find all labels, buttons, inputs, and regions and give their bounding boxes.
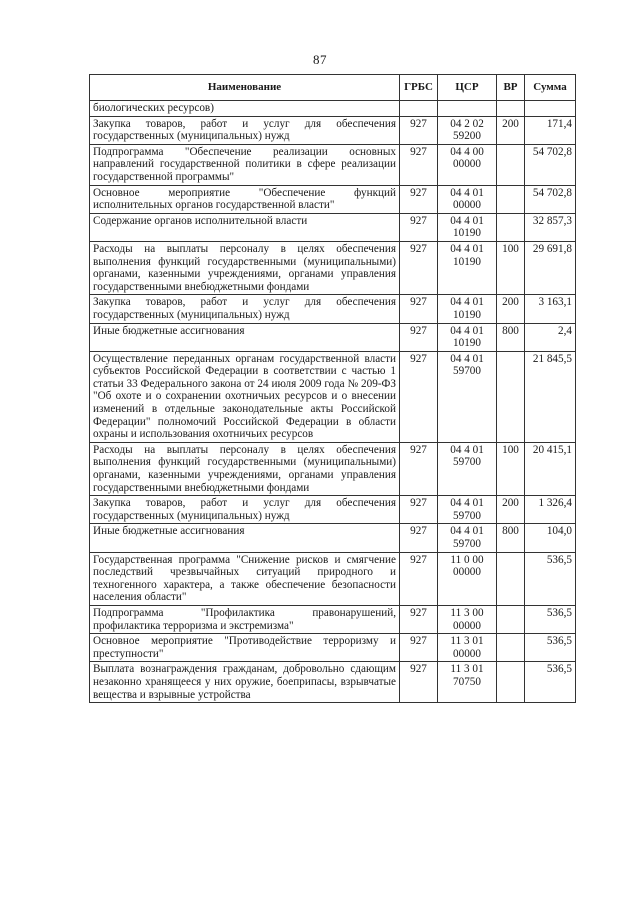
cell-grbs: 927: [400, 662, 438, 703]
cell-grbs: 927: [400, 144, 438, 185]
table-row: [90, 524, 576, 552]
cell-name: Выплата вознаграждения гражданам, добровольно сдающим незаконно хранящееся у них оружие, боеприпасы, взрывчатые вещества и взрывные устройства: [90, 662, 400, 703]
cell-csr: 04 4 01 59700: [438, 524, 497, 552]
cell-vr: [497, 213, 525, 241]
cell-grbs: 927: [400, 116, 438, 144]
cell-grbs: [400, 101, 438, 117]
cell-csr: 04 4 01 10190: [438, 213, 497, 241]
cell-name: Подпрограмма "Обеспечение реализации основных направлений государственной политики в сфере реализации государственной программы": [90, 144, 400, 185]
cell-sum: 3 163,1: [525, 295, 576, 323]
cell-grbs: 927: [400, 185, 438, 213]
cell-csr: 11 0 00 00000: [438, 552, 497, 605]
cell-name: Закупка товаров, работ и услуг для обеспечения государственных (муниципальных) нужд: [90, 295, 400, 323]
table-row: [90, 351, 576, 442]
table-header: [90, 75, 576, 101]
cell-sum: 1 326,4: [525, 496, 576, 524]
cell-name: биологических ресурсов): [90, 101, 400, 117]
header-name: Наименование: [90, 75, 400, 101]
header-vr: ВР: [497, 75, 525, 101]
table-row: [90, 295, 576, 323]
cell-vr: 100: [497, 241, 525, 294]
cell-name: Закупка товаров, работ и услуг для обеспечения государственных (муниципальных) нужд: [90, 496, 400, 524]
cell-name: Содержание органов исполнительной власти: [90, 213, 400, 241]
cell-csr: 04 4 00 00000: [438, 144, 497, 185]
cell-grbs: 927: [400, 323, 438, 351]
cell-vr: [497, 662, 525, 703]
cell-sum: 536,5: [525, 552, 576, 605]
cell-name: Подпрограмма "Профилактика правонарушений, профилактика терроризма и экстремизма": [90, 605, 400, 633]
table-row: [90, 442, 576, 495]
cell-vr: [497, 634, 525, 662]
cell-vr: 800: [497, 323, 525, 351]
cell-csr: 04 4 01 10190: [438, 323, 497, 351]
cell-grbs: 927: [400, 442, 438, 495]
cell-grbs: 927: [400, 295, 438, 323]
cell-sum: 20 415,1: [525, 442, 576, 495]
table-row: [90, 116, 576, 144]
table-row: [90, 185, 576, 213]
cell-csr: 04 4 01 59700: [438, 351, 497, 442]
table-row: [90, 213, 576, 241]
cell-vr: 200: [497, 295, 525, 323]
cell-grbs: 927: [400, 213, 438, 241]
cell-name: Основное мероприятие "Противодействие терроризму и преступности": [90, 634, 400, 662]
cell-sum: 54 702,8: [525, 144, 576, 185]
cell-vr: [497, 185, 525, 213]
cell-csr: 11 3 00 00000: [438, 605, 497, 633]
cell-sum: [525, 101, 576, 117]
cell-csr: 11 3 01 70750: [438, 662, 497, 703]
table-row: [90, 144, 576, 185]
cell-name: Иные бюджетные ассигнования: [90, 524, 400, 552]
cell-name: Расходы на выплаты персоналу в целях обеспечения выполнения функций государственными (муниципальными) органами, казенными учреждениями, органами управления государственными внебюджетными фондами: [90, 442, 400, 495]
table-row: [90, 241, 576, 294]
cell-csr: 04 4 01 00000: [438, 185, 497, 213]
cell-sum: 104,0: [525, 524, 576, 552]
cell-grbs: 927: [400, 351, 438, 442]
cell-grbs: 927: [400, 524, 438, 552]
table-row: [90, 662, 576, 703]
cell-name: Государственная программа "Снижение рисков и смягчение последствий чрезвычайных ситуаций природного и техногенного характера, а также обеспечение безопасности населения области": [90, 552, 400, 605]
cell-vr: [497, 144, 525, 185]
cell-grbs: 927: [400, 496, 438, 524]
cell-sum: 32 857,3: [525, 213, 576, 241]
table-row: [90, 323, 576, 351]
table-row: [90, 634, 576, 662]
cell-grbs: 927: [400, 552, 438, 605]
cell-vr: [497, 552, 525, 605]
cell-name: Расходы на выплаты персоналу в целях обеспечения выполнения функций государственными (муниципальными) органами, казенными учреждениями, органами управления государственными внебюджетными фондами: [90, 241, 400, 294]
cell-sum: 536,5: [525, 605, 576, 633]
cell-vr: [497, 605, 525, 633]
cell-vr: [497, 101, 525, 117]
cell-csr: 04 4 01 59700: [438, 496, 497, 524]
cell-sum: 29 691,8: [525, 241, 576, 294]
cell-sum: 21 845,5: [525, 351, 576, 442]
table-row: [90, 101, 576, 117]
cell-name: Иные бюджетные ассигнования: [90, 323, 400, 351]
cell-sum: 54 702,8: [525, 185, 576, 213]
cell-grbs: 927: [400, 241, 438, 294]
table-row: [90, 552, 576, 605]
cell-csr: [438, 101, 497, 117]
cell-sum: 2,4: [525, 323, 576, 351]
cell-name: Основное мероприятие "Обеспечение функций исполнительных органов государственной власти": [90, 185, 400, 213]
cell-vr: 800: [497, 524, 525, 552]
header-sum: Сумма: [525, 75, 576, 101]
page-number: 87: [313, 52, 327, 67]
cell-grbs: 927: [400, 634, 438, 662]
cell-sum: 536,5: [525, 662, 576, 703]
cell-grbs: 927: [400, 605, 438, 633]
cell-name: Осуществление переданных органам государственной власти субъектов Российской Федерации в соответствии с частью 1 статьи 33 Федерального закона от 24 июля 2009 года № 209-ФЗ "Об охоте и о сохранении охотничьих ресурсов и о внесении изменений в отдельные законодательные акты Российской Федерации" полномочий Российской Федерации в области охраны и использования охотничьих ресурсов: [90, 351, 400, 442]
cell-vr: 200: [497, 116, 525, 144]
cell-sum: 171,4: [525, 116, 576, 144]
cell-name: Закупка товаров, работ и услуг для обеспечения государственных (муниципальных) нужд: [90, 116, 400, 144]
budget-table: [89, 74, 576, 703]
header-grbs: ГРБС: [400, 75, 438, 101]
cell-csr: 04 4 01 59700: [438, 442, 497, 495]
table-body: [90, 101, 576, 703]
cell-csr: 04 4 01 10190: [438, 295, 497, 323]
cell-vr: [497, 351, 525, 442]
cell-csr: 04 2 02 59200: [438, 116, 497, 144]
cell-vr: 100: [497, 442, 525, 495]
cell-sum: 536,5: [525, 634, 576, 662]
cell-csr: 11 3 01 00000: [438, 634, 497, 662]
header-csr: ЦСР: [438, 75, 497, 101]
table-row: [90, 605, 576, 633]
cell-vr: 200: [497, 496, 525, 524]
table-row: [90, 496, 576, 524]
cell-csr: 04 4 01 10190: [438, 241, 497, 294]
